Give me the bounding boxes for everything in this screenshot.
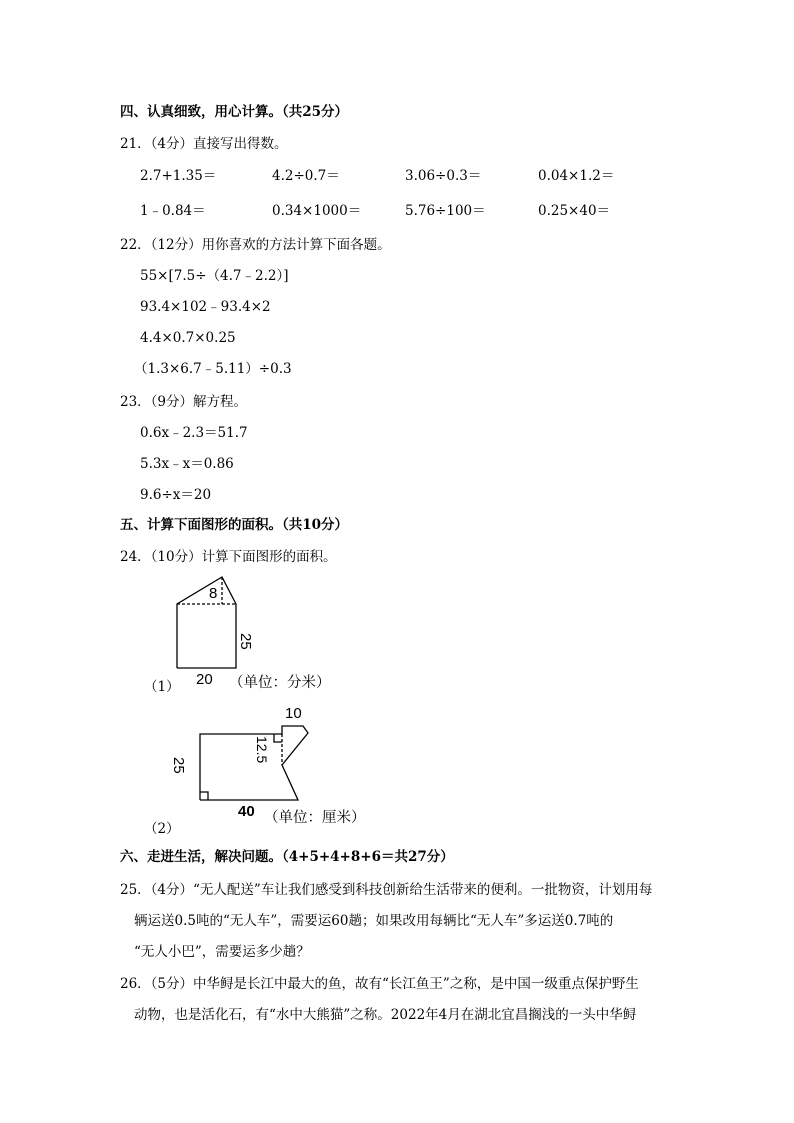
- q22-stem: 22．（12分）用你喜欢的方法计算下面各题。: [120, 237, 391, 253]
- q24-stem: 24．（10分）计算下面图形的面积。: [120, 549, 337, 565]
- figure-1-base-label: 20: [196, 671, 213, 688]
- q21-item: 4.2÷0.7＝: [272, 168, 340, 184]
- q21-stem: 21．（4分）直接写出得数。: [120, 136, 288, 152]
- q22-item: （1.3×6.7﹣5.11）÷0.3: [134, 361, 292, 377]
- section-5-title: 五、计算下面图形的面积。（共10分）: [120, 517, 349, 533]
- q21-item: 5.76÷100＝: [405, 203, 486, 219]
- figure-1-unit: （单位：分米）: [229, 675, 331, 691]
- q26-line: 动物，也是活化石，有“水中大熊猫”之称。2022年4月在湖北宜昌搁浅的一头中华鲟: [134, 1007, 637, 1023]
- q23-stem: 23．（9分）解方程。: [120, 394, 248, 410]
- figure-2-side-label: 25: [170, 757, 187, 774]
- section-6-title: 六、走进生活，解决问题。（4+5+4+8+6＝共27分）: [120, 849, 454, 865]
- q22-item: 93.4×102﹣93.4×2: [140, 299, 271, 315]
- figure-1-number: （1）: [144, 679, 180, 695]
- figure-2-right-angle-bottom: [200, 792, 208, 800]
- figure-1-outline: [177, 577, 236, 668]
- figure-2-right-angle-top: [274, 734, 282, 742]
- q21-item: 3.06÷0.3＝: [405, 168, 482, 184]
- q22-item: 4.4×0.7×0.25: [140, 330, 236, 346]
- q23-item: 5.3x﹣x＝0.86: [140, 456, 234, 472]
- q26-line: 26．（5分）中华鲟是长江中最大的鱼，故有“长江鱼王”之称，是中国一级重点保护野生: [120, 976, 639, 992]
- figure-2-outline: [200, 726, 308, 800]
- section-4-title: 四、认真细致，用心计算。（共25分）: [120, 104, 349, 120]
- q25-line: 辆运送0.5吨的“无人车”，需要运60趟；如果改用每辆比“无人车”多运送0.7吨的: [134, 913, 614, 929]
- q21-item: 0.04×1.2＝: [538, 168, 615, 184]
- figure-2-mid-label: 12.5: [254, 736, 270, 764]
- figure-1-side-label: 25: [237, 633, 254, 650]
- figure-2: [160, 700, 360, 810]
- figure-2-number: （2）: [144, 821, 180, 837]
- q25-line: 25．（4分）“无人配送”车让我们感受到科技创新给生活带来的便利。一批物资，计划用每: [120, 882, 653, 898]
- figure-1-height-label: 8: [209, 585, 218, 602]
- q21-item: 1﹣0.84＝: [140, 203, 206, 219]
- q23-item: 9.6÷x＝20: [140, 487, 212, 503]
- q22-item: 55×[7.5÷（4.7﹣2.2）]: [140, 268, 289, 284]
- q21-item: 0.25×40＝: [538, 203, 611, 219]
- figure-2-top-label: 10: [285, 705, 302, 722]
- q21-item: 0.34×1000＝: [272, 203, 362, 219]
- q25-line: “无人小巴”，需要运多少趟？: [134, 944, 310, 960]
- figure-2-base-label: 40: [238, 803, 255, 820]
- q23-item: 0.6x﹣2.3＝51.7: [140, 425, 248, 441]
- figure-2-unit: （单位：厘米）: [264, 810, 366, 826]
- q21-item: 2.7+1.35＝: [140, 168, 217, 184]
